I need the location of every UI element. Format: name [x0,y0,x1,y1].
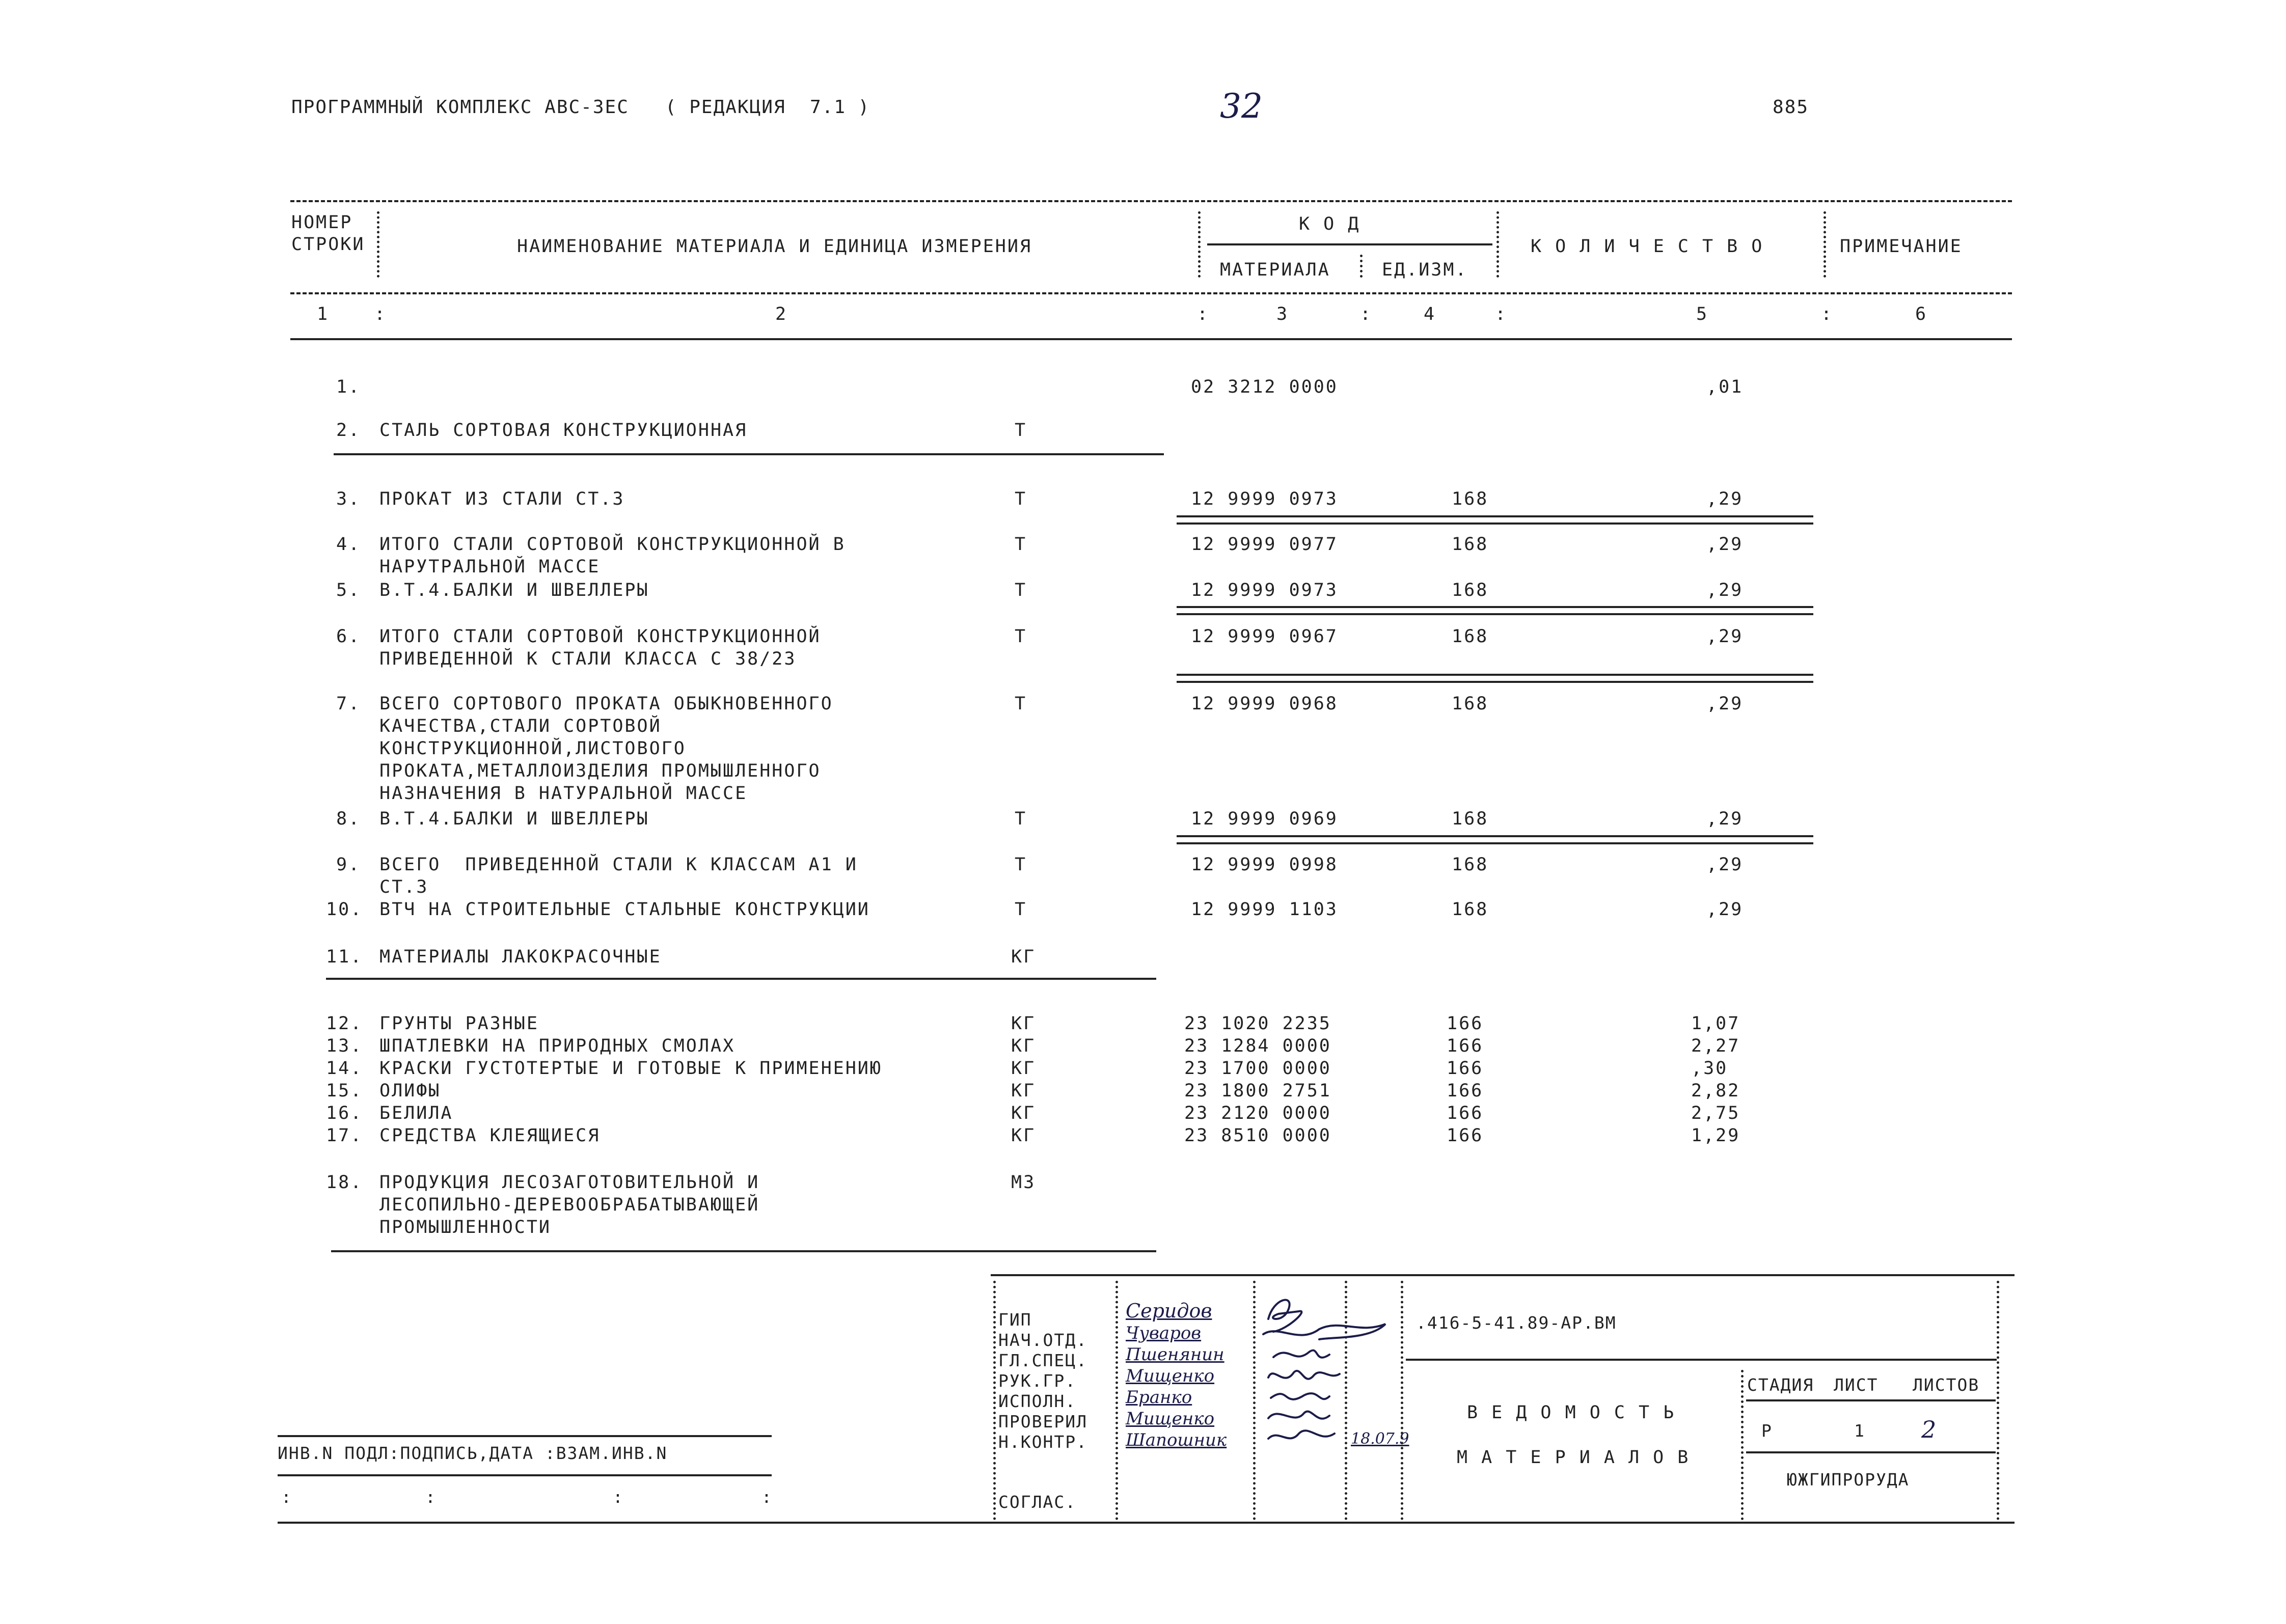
col-num: 5 [1696,304,1709,324]
row-3-unit: Т [1015,489,1027,509]
row-15-code: 23 1800 2751 [1184,1081,1331,1101]
row-16-qty: 2,75 [1691,1103,1740,1123]
row-7-qty: ,29 [1706,694,1744,714]
row-17-unit: КГ [1011,1125,1036,1146]
row-11-unit: КГ [1011,947,1036,967]
sheet-number: 885 [1773,97,1809,118]
row-3-code: 12 9999 0973 [1191,489,1338,509]
row-6-code: 12 9999 0967 [1191,626,1338,647]
inv-mid-rule [278,1474,772,1476]
row-12-code: 23 1020 2235 [1184,1013,1331,1034]
row-2-unit: Т [1015,420,1027,441]
stamp-role-gip: ГИП [998,1310,1032,1330]
col-row-no-2: СТРОКИ [291,234,365,255]
col-note-header: ПРИМЕЧАНИЕ [1840,236,1963,257]
row-6-no: 6. [336,626,361,647]
row-14-code: 23 1700 0000 [1184,1058,1331,1079]
row-12-name: ГРУНТЫ РАЗНЫЕ [379,1013,539,1034]
stamp-role-ispoln: ИСПОЛН. [998,1391,1077,1411]
col-num-sep: : [1495,304,1508,324]
inv-sep: : [425,1487,437,1507]
row-15-ed: 166 [1447,1081,1484,1101]
col-num: 2 [775,304,788,324]
inv-sep: : [281,1487,292,1507]
stamp-title-1: В Е Д О М О С Т Ь [1467,1402,1676,1423]
stamp-name-gl-spec: Пшенянин [1126,1344,1224,1365]
row-13-unit: КГ [1011,1036,1036,1056]
row-8-ed: 168 [1452,809,1489,829]
group-rule [326,978,1156,980]
row-17-name: СРЕДСТВА КЛЕЯЩИЕСЯ [379,1125,601,1146]
header-top-rule [290,200,2012,202]
inv-top-rule [278,1435,772,1437]
row-17-no: 17. [326,1125,363,1146]
stamp-rule [1406,1359,1997,1361]
row-18-name: ПРОДУКЦИЯ ЛЕСОЗАГОТОВИТЕЛЬНОЙ И ЛЕСОПИЛЬНО-ДЕРЕВООБРАБАТЫВАЮЩЕЙ ПРОМЫШЛЕННОСТИ [379,1172,760,1237]
stamp-sep [1115,1281,1118,1520]
stamp-bottom-rule [278,1522,2015,1524]
row-5-qty: ,29 [1706,580,1744,600]
row-8-qty: ,29 [1706,809,1744,829]
stamp-sep [1741,1370,1744,1520]
row-14-unit: КГ [1011,1058,1036,1079]
row-7-code: 12 9999 0968 [1191,694,1338,714]
row-10-unit: Т [1015,899,1027,920]
row-9-no: 9. [336,855,361,875]
header-sep [377,211,379,278]
stamp-org: ЮЖГИПРОРУДА [1787,1470,1910,1490]
col-qty-header: К О Л И Ч Е С Т В О [1531,236,1764,257]
row-12-ed: 166 [1447,1013,1484,1034]
row-4-no: 4. [336,534,361,555]
stamp-name-gip: Серидов [1126,1300,1212,1322]
stamp-sep [1401,1281,1403,1520]
total-rule [1177,835,1813,844]
row-7-name: ВСЕГО СОРТОВОГО ПРОКАТА ОБЫКНОВЕННОГО КАЧЕСТВА,СТАЛИ СОРТОВОЙ КОНСТРУКЦИОННОЙ,ЛИСТОВОГО ПРОКАТА,МЕТАЛЛОИЗДЕЛИЯ ПРОМЫШЛЕННОГО НАЗНАЧЕНИЯ В НАТУРАЛЬНОЙ МАССЕ [379,694,833,804]
stamp-sheets-label: ЛИСТОВ [1913,1375,1980,1395]
row-5-no: 5. [336,580,361,600]
stamp-sep [1253,1281,1256,1520]
program-header: ПРОГРАММНЫЙ КОМПЛЕКС АВС-3ЕС ( РЕДАКЦИЯ 7.1 ) [291,97,870,118]
row-6-qty: ,29 [1706,626,1744,647]
stamp-name-proveril: Мищенко [1126,1409,1215,1429]
group-rule [334,453,1164,455]
row-10-name: ВТЧ НА СТРОИТЕЛЬНЫЕ СТАЛЬНЫЕ КОНСТРУКЦИИ [379,899,870,920]
col-material-header: МАТЕРИАЛА [1220,260,1330,280]
row-16-name: БЕЛИЛА [379,1103,453,1123]
page-number-handwritten: 32 [1220,87,1263,126]
row-3-ed: 168 [1452,489,1489,509]
stamp-rule [1746,1399,1996,1401]
stamp-name-nach-otd: Чуваров [1126,1323,1202,1343]
row-18-unit: М3 [1011,1172,1036,1193]
stamp-name-n-kontr: Шапошник [1126,1430,1227,1450]
row-13-no: 13. [326,1036,363,1056]
col-code-header: К О Д [1299,214,1360,234]
row-12-unit: КГ [1011,1013,1036,1034]
stamp-title-2: М А Т Е Р И А Л О В [1457,1447,1690,1468]
row-11-name: МАТЕРИАЛЫ ЛАКОКРАСОЧНЫЕ [379,947,662,967]
row-13-qty: 2,27 [1691,1036,1740,1056]
row-15-name: ОЛИФЫ [379,1081,441,1101]
row-12-no: 12. [326,1013,363,1034]
row-17-code: 23 8510 0000 [1184,1125,1331,1146]
header-mid-rule [290,292,2012,294]
stamp-sheet-label: ЛИСТ [1834,1375,1879,1395]
stamp-date: 18.07.9 [1351,1430,1409,1448]
stamp-role-proveril: ПРОВЕРИЛ [998,1412,1087,1432]
stamp-top-rule [991,1274,2015,1276]
row-4-unit: Т [1015,534,1027,555]
stamp-sep [993,1281,996,1520]
header-sep [1198,211,1201,278]
row-2-no: 2. [336,420,361,441]
row-1-code: 02 3212 0000 [1191,377,1338,397]
row-17-qty: 1,29 [1691,1125,1740,1146]
col-num-sep: : [1197,304,1210,324]
row-9-qty: ,29 [1706,855,1744,875]
col-unit-header: ЕД.ИЗМ. [1382,260,1468,280]
inv-sep: : [761,1487,773,1507]
row-9-code: 12 9999 0998 [1191,855,1338,875]
row-7-unit: Т [1015,694,1027,714]
row-5-ed: 168 [1452,580,1489,600]
col-num: 4 [1424,304,1436,324]
row-3-name: ПРОКАТ ИЗ СТАЛИ СТ.3 [379,489,625,509]
row-8-code: 12 9999 0969 [1191,809,1338,829]
row-13-ed: 166 [1447,1036,1484,1056]
col-name-header: НАИМЕНОВАНИЕ МАТЕРИАЛА И ЕДИНИЦА ИЗМЕРЕНИЯ [517,236,1032,257]
stamp-name-ruk-gr: Мищенко [1126,1366,1215,1386]
row-5-unit: Т [1015,580,1027,600]
row-4-code: 12 9999 0977 [1191,534,1338,555]
row-7-ed: 168 [1452,694,1489,714]
row-16-ed: 166 [1447,1103,1484,1123]
code-divider [1207,243,1492,245]
row-10-code: 12 9999 1103 [1191,899,1338,920]
row-10-qty: ,29 [1706,899,1744,920]
stamp-role-soglas: СОГЛАС. [998,1492,1077,1512]
row-3-qty: ,29 [1706,489,1744,509]
row-14-ed: 166 [1447,1058,1484,1079]
stamp-role-nach-otd: НАЧ.ОТД. [998,1330,1087,1350]
row-13-code: 23 1284 0000 [1184,1036,1331,1056]
row-15-qty: 2,82 [1691,1081,1740,1101]
col-row-no-1: НОМЕР [291,212,353,233]
row-2-name: СТАЛЬ СОРТОВАЯ КОНСТРУКЦИОННАЯ [379,420,748,441]
row-3-no: 3. [336,489,361,509]
stamp-stage-label: СТАДИЯ [1747,1375,1814,1395]
total-rule [1177,515,1813,525]
inv-header: ИНВ.N ПОДЛ:ПОДПИСЬ,ДАТА :ВЗАМ.ИНВ.N [278,1443,668,1463]
stamp-name-ispoln: Бранко [1126,1387,1192,1408]
col-num: 1 [317,304,330,324]
row-9-unit: Т [1015,855,1027,875]
row-17-ed: 166 [1447,1125,1484,1146]
row-9-name: ВСЕГО ПРИВЕДЕННОЙ СТАЛИ К КЛАССАМ А1 И СТ.3 [379,855,858,897]
stamp-sheets: 2 [1921,1416,1937,1443]
row-14-no: 14. [326,1058,363,1079]
stamp-rule [1746,1451,1996,1453]
row-1-no: 1. [336,377,361,397]
row-15-no: 15. [326,1081,363,1101]
row-10-no: 10. [326,899,363,920]
row-1-qty: ,01 [1706,377,1744,397]
row-14-name: КРАСКИ ГУСТОТЕРТЫЕ И ГОТОВЫЕ К ПРИМЕНЕНИЮ [379,1058,882,1079]
row-18-no: 18. [326,1172,363,1193]
col-num: 3 [1276,304,1289,324]
row-6-unit: Т [1015,626,1027,647]
row-7-no: 7. [336,694,361,714]
row-15-unit: КГ [1011,1081,1036,1101]
stamp-stage: Р [1761,1421,1773,1441]
row-14-qty: ,30 [1691,1058,1728,1079]
row-16-no: 16. [326,1103,363,1123]
header-sep [1360,255,1363,278]
header-sep [1496,211,1499,278]
row-12-qty: 1,07 [1691,1013,1740,1034]
col-num-sep: : [1821,304,1834,324]
header-sep [1824,211,1826,278]
header-bottom-rule [290,338,2012,340]
row-5-code: 12 9999 0973 [1191,580,1338,600]
row-16-unit: КГ [1011,1103,1036,1123]
row-8-name: В.Т.4.БАЛКИ И ШВЕЛЛЕРЫ [379,809,649,829]
row-8-no: 8. [336,809,361,829]
stamp-role-gl-spec: ГЛ.СПЕЦ. [998,1351,1087,1370]
row-8-unit: Т [1015,809,1027,829]
stamp-role-ruk-gr: РУК.ГР. [998,1371,1077,1391]
inv-sep: : [613,1487,624,1507]
row-10-ed: 168 [1452,899,1489,920]
row-4-name: ИТОГО СТАЛИ СОРТОВОЙ КОНСТРУКЦИОННОЙ В НАРУТРАЛЬНОЙ МАССЕ [379,534,846,577]
row-9-ed: 168 [1452,855,1489,875]
col-num-sep: : [374,304,387,324]
row-4-qty: ,29 [1706,534,1744,555]
row-4-ed: 168 [1452,534,1489,555]
row-11-no: 11. [326,947,363,967]
stamp-doc-code: .416-5-41.89-АР.ВМ [1416,1313,1617,1333]
total-rule [1177,606,1813,615]
row-5-name: В.Т.4.БАЛКИ И ШВЕЛЛЕРЫ [379,580,649,600]
row-6-name: ИТОГО СТАЛИ СОРТОВОЙ КОНСТРУКЦИОННОЙ ПРИВЕДЕННОЙ К СТАЛИ КЛАССА С 38/23 [379,626,821,669]
group-rule [331,1250,1156,1252]
row-16-code: 23 2120 0000 [1184,1103,1331,1123]
col-num-sep: : [1360,304,1373,324]
row-6-ed: 168 [1452,626,1489,647]
row-13-name: ШПАТЛЕВКИ НА ПРИРОДНЫХ СМОЛАХ [379,1036,736,1056]
stamp-sheet: 1 [1854,1421,1865,1441]
stamp-role-n-kontr: Н.КОНТР. [998,1432,1087,1452]
col-num: 6 [1915,304,1928,324]
total-rule [1177,674,1813,683]
stamp-sep [1997,1281,1999,1520]
